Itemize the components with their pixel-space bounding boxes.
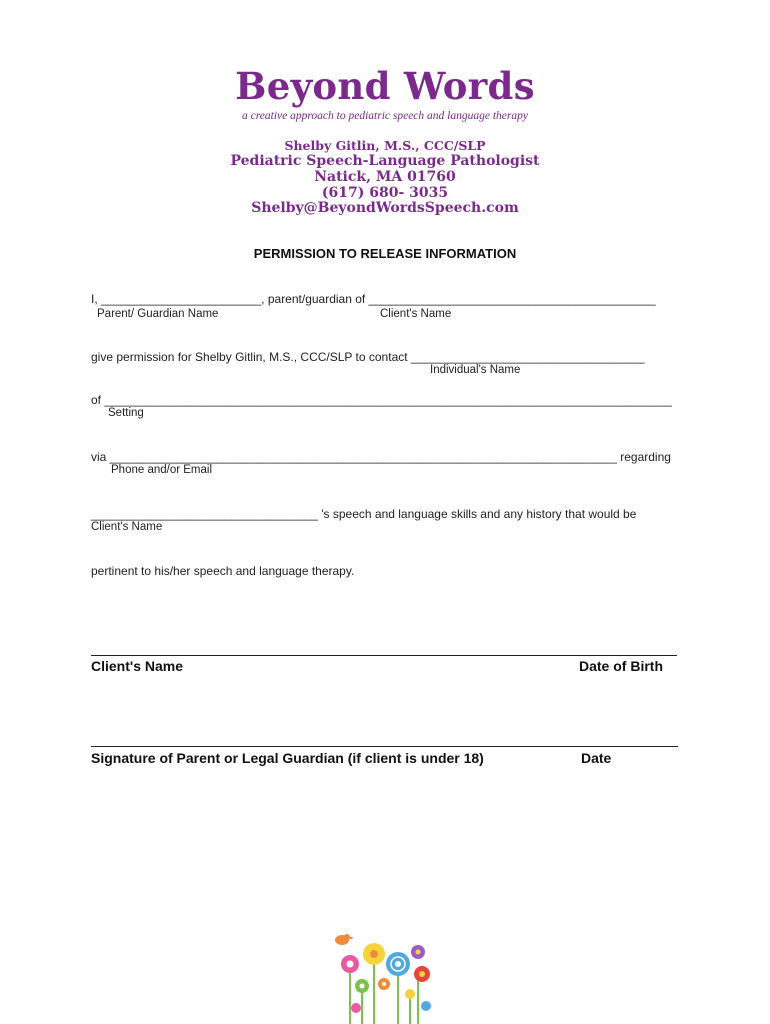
flower-red-icon — [414, 966, 430, 982]
form-line-guardian-client: I, ________________________, parent/guardian of ___________________________________________ — [91, 292, 656, 306]
signature-date-label: Date — [581, 750, 612, 766]
form-heading: PERMISSION TO RELEASE INFORMATION — [253, 246, 517, 261]
label-parent-guardian-name: Parent/ Guardian Name — [97, 308, 219, 320]
flower-blue-icon — [386, 952, 410, 976]
form-line-contact: give permission for Shelby Gitlin, M.S., CCC/SLP to contact ___________________________________ — [91, 350, 645, 364]
client-name-label: Client's Name — [91, 658, 184, 674]
practice-location: Natick, MA 01760 — [314, 169, 456, 185]
bird-icon — [335, 934, 354, 945]
practice-email: Shelby@BeyondWordsSpeech.com — [251, 200, 519, 216]
label-individual-name: Individual's Name — [430, 364, 521, 376]
form-line-pertinent: pertinent to his/her speech and language therapy. — [91, 564, 355, 578]
date-of-birth-label: Date of Birth — [579, 658, 663, 674]
flower-pink-icon — [341, 955, 359, 973]
practitioner-name: Shelby Gitlin, M.S., CCC/SLP — [284, 138, 486, 153]
flower-small-pink-icon — [351, 1003, 361, 1013]
practice-phone: (617) 680- 3035 — [321, 185, 449, 201]
flower-orange-icon — [378, 978, 390, 990]
guardian-signature-line — [91, 746, 678, 747]
flower-yellow-icon — [363, 943, 385, 965]
brand-tagline: a creative approach to pediatric speech and language therapy — [242, 110, 528, 122]
client-dob-signature-line — [91, 655, 677, 656]
label-phone-email: Phone and/or Email — [111, 464, 213, 476]
guardian-signature-label: Signature of Parent or Legal Guardian (if client is under 18) — [91, 750, 484, 766]
practitioner-role: Pediatric Speech-Language Pathologist — [230, 153, 540, 169]
flower-small-blue-icon — [421, 1001, 431, 1011]
label-client-name-2: Client's Name — [91, 521, 163, 533]
flower-small-yellow-icon — [405, 989, 415, 999]
flower-green-icon — [355, 979, 369, 993]
flower-illustration — [326, 928, 442, 1024]
form-line-setting: of _____________________________________________________________________________________ — [91, 393, 672, 407]
brand-name: Beyond Words — [235, 64, 535, 108]
label-setting: Setting — [108, 407, 144, 419]
flower-purple-icon — [411, 945, 425, 959]
form-line-via: via ____________________________________________________________________________ regarding — [91, 450, 671, 464]
label-client-name: Client's Name — [380, 308, 452, 320]
form-line-skills: __________________________________ 's speech and language skills and any history that would be — [91, 507, 637, 521]
